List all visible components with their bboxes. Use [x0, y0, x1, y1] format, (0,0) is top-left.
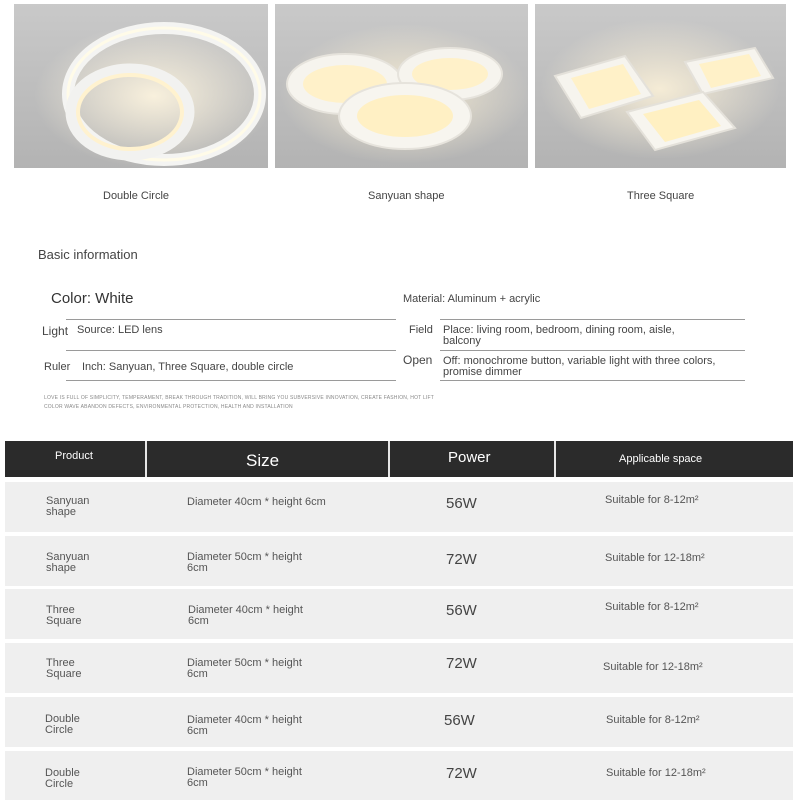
open-value-line1: Off: monochrome button, variable light with three colors, [443, 355, 716, 367]
row-size-line1: Diameter 40cm * height [187, 714, 302, 726]
row-product-line2: shape [46, 506, 76, 518]
row-applicable-space: Suitable for 8-12m² [606, 714, 700, 726]
row-product-line1: Three [46, 657, 75, 669]
row-size-line1: Diameter 40cm * height 6cm [187, 496, 326, 508]
row-power: 72W [446, 551, 477, 568]
row-product-line1: Three [46, 604, 75, 616]
fine-print-line1: LOVE IS FULL OF SIMPLICITY, TEMPERAMENT, BREAK THROUGH TRADITION, WILL BRING YOU SUBVERSIVE INNOVATION, CREATE FASHION, HOT LIFT [44, 395, 435, 401]
product-photo-three-square [535, 4, 786, 168]
row-product-line2: shape [46, 562, 76, 574]
row-applicable-space: Suitable for 8-12m² [605, 601, 699, 613]
divider-row3-right [440, 380, 745, 381]
table-row [5, 643, 793, 693]
row-product-line1: Sanyuan [46, 551, 90, 563]
row-power: 72W [446, 765, 477, 782]
spec-table-header [5, 441, 793, 477]
row-product-line1: Sanyuan [46, 495, 90, 507]
double-circle-lamp-image [14, 4, 268, 168]
divider-row2-right [440, 350, 745, 351]
row-applicable-space: Suitable for 12-18m² [603, 661, 703, 673]
header-separator [554, 441, 556, 477]
caption-three-square: Three Square [627, 190, 695, 202]
divider-row3-left [66, 380, 396, 381]
row-size-line2: 6cm [187, 725, 208, 737]
field-value-line2: balcony [443, 335, 481, 347]
row-applicable-space: Suitable for 8-12m² [605, 494, 699, 506]
row-product-line1: Double [45, 767, 80, 779]
header-applicable-space: Applicable space [619, 453, 703, 465]
row-power: 56W [444, 712, 475, 729]
header-product: Product [55, 450, 93, 462]
row-size-line1: Diameter 50cm * height [187, 657, 302, 669]
header-size: Size [246, 451, 280, 470]
fine-print-line2: COLOR WAVE ABANDON DEFECTS, ENVIRONMENTAL PROTECTION, HEALTH AND INSTALLATION [44, 404, 293, 410]
row-applicable-space: Suitable for 12-18m² [606, 767, 706, 779]
basic-information-title: Basic information [38, 247, 138, 262]
row-size-line1: Diameter 50cm * height [187, 551, 302, 563]
light-source-label: Light [42, 324, 69, 338]
row-size-line1: Diameter 40cm * height [188, 604, 303, 616]
table-row [5, 589, 793, 639]
table-row [5, 482, 793, 532]
table-row [5, 536, 793, 586]
header-power: Power [448, 449, 491, 466]
caption-sanyuan-shape: Sanyuan shape [368, 190, 445, 202]
field-label: Field [409, 324, 433, 336]
three-square-lamp-image [535, 4, 786, 168]
row-size-line2: 6cm [187, 777, 208, 789]
header-separator [145, 441, 147, 477]
row-product-line2: Square [46, 615, 82, 627]
row-product-line2: Circle [45, 778, 74, 790]
caption-double-circle: Double Circle [103, 190, 170, 202]
table-row [5, 697, 793, 747]
ruler-label: Ruler [44, 361, 71, 373]
header-separator [388, 441, 390, 477]
row-product-line2: Square [46, 668, 82, 680]
product-photo-double-circle [14, 4, 268, 168]
open-label: Open [403, 353, 433, 367]
product-photo-sanyuan-shape [275, 4, 528, 168]
divider-row1-right [440, 319, 745, 320]
row-size-line2: 6cm [188, 615, 209, 627]
sanyuan-lamp-image [275, 4, 528, 168]
material-value: Material: Aluminum + acrylic [403, 293, 541, 305]
row-product-line1: Double [45, 713, 80, 725]
row-power: 56W [446, 602, 477, 619]
row-size-line2: 6cm [187, 562, 208, 574]
light-source-value: Source: LED lens [77, 324, 163, 336]
row-power: 72W [446, 655, 477, 672]
color-value: Color: White [51, 290, 134, 307]
open-value-line2: promise dimmer [443, 366, 522, 378]
field-value-line1: Place: living room, bedroom, dining room, aisle, [443, 324, 675, 336]
row-applicable-space: Suitable for 12-18m² [605, 552, 705, 564]
row-size-line1: Diameter 50cm * height [187, 766, 302, 778]
divider-row2-left [66, 350, 396, 351]
row-product-line2: Circle [45, 724, 74, 736]
table-row [5, 751, 793, 800]
row-power: 56W [446, 495, 477, 512]
ruler-value: Inch: Sanyuan, Three Square, double circle [82, 361, 294, 373]
divider-row1-left [66, 319, 396, 320]
row-size-line2: 6cm [187, 668, 208, 680]
